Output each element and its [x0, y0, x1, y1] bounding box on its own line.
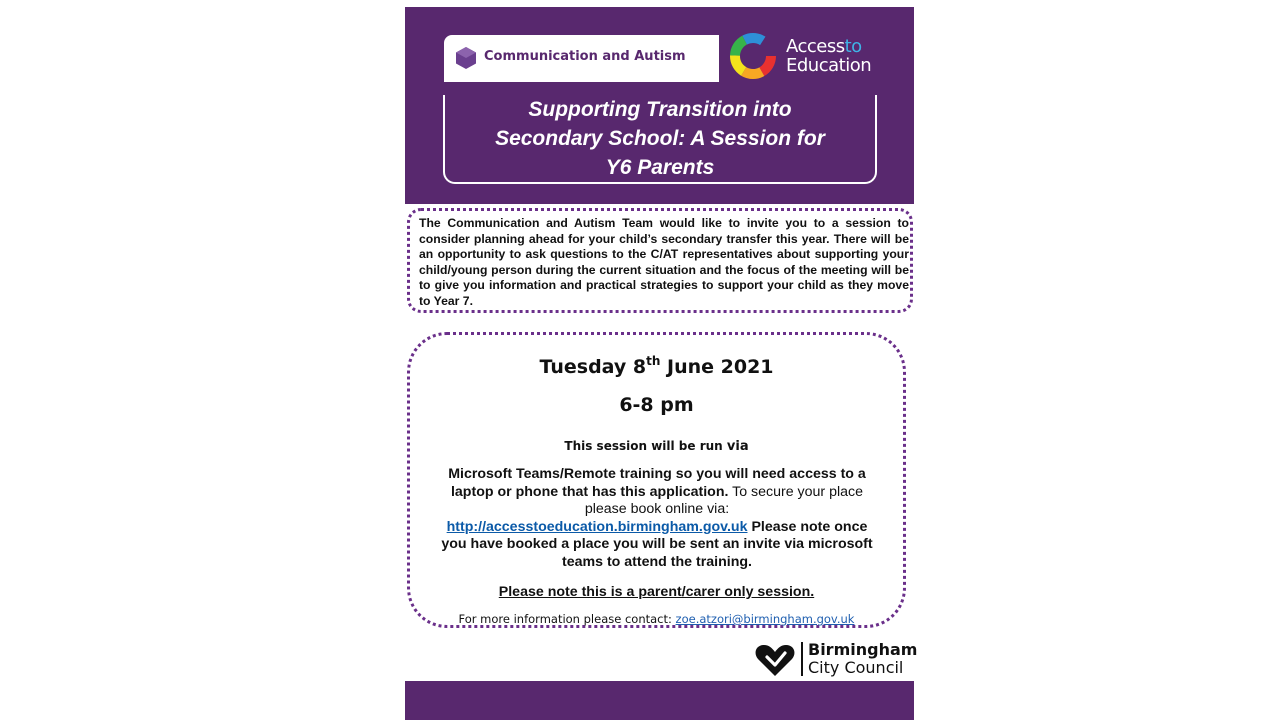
event-details [440, 466, 874, 571]
intro-paragraph: The Communication and Autism Team would like to invite you to a session to consider planning ahead for your child’s secondary transfer this year. There will be an opportunity to ask questions to the C/AT representatives about supporting your child/young person during the current situation and the focus of the meeting will be to give you information and practical strategies to support your child as they move to Year 7. [419, 216, 909, 308]
purple-hexagon-icon [456, 47, 476, 69]
ate-education-text: Education [786, 55, 872, 76]
contact-line [410, 612, 903, 626]
event-time: 6-8 pm [619, 394, 694, 416]
title-frame [443, 95, 877, 184]
team-logo-text: Communication and Autism [484, 49, 686, 64]
title-line-1: Supporting Transition into [528, 98, 792, 121]
logo-divider [801, 642, 803, 676]
title-line-3: Y6 Parents [605, 156, 715, 179]
run-via-text [410, 439, 903, 454]
booking-link[interactable]: http://accesstoeducation.birmingham.gov.uk [446, 518, 748, 535]
details-booking-text: To secure your place please book online via: [584, 483, 864, 517]
details-teams-text: Microsoft Teams/Remote training so you will need access to a laptop or phone that has this application. [448, 466, 866, 500]
contact-email-link[interactable]: zoe.atzori@birmingham.gov.uk [675, 612, 855, 626]
title-line-2: Secondary School: A Session for [495, 127, 825, 150]
flyer [405, 7, 918, 720]
intro-box [407, 208, 913, 313]
footer-band [405, 681, 914, 720]
rainbow-ring-logo-icon [728, 31, 778, 81]
contact-prefix: For more information please contact: [458, 612, 676, 626]
ate-access-text: Access [786, 36, 845, 57]
flyer-title [445, 95, 875, 182]
details-invite-text: Please note once you have booked a place you will be sent an invite via microsoft teams to attend the training. [441, 518, 873, 570]
ate-to-text: to [844, 36, 862, 57]
team-logo-bar [444, 35, 719, 82]
run-via-prefix: This session will be run [564, 439, 727, 453]
date-day: Tuesday 8 [539, 356, 647, 378]
council-name-line-2: City Council [808, 658, 904, 677]
council-name-line-1: Birmingham [808, 640, 918, 659]
run-via-word: via [726, 439, 749, 454]
event-date [410, 354, 903, 378]
council-name [808, 641, 917, 677]
access-to-education-logo [718, 31, 888, 85]
date-month-year: June 2021 [660, 356, 774, 378]
access-to-education-wordmark [786, 37, 871, 75]
event-info-box [407, 332, 906, 628]
birmingham-heart-logo-icon [755, 643, 795, 677]
header-band [405, 7, 914, 204]
birmingham-city-council-logo [755, 640, 918, 680]
date-suffix: th [646, 354, 661, 368]
parent-only-note: Please note this is a parent/carer only session. [498, 584, 815, 600]
